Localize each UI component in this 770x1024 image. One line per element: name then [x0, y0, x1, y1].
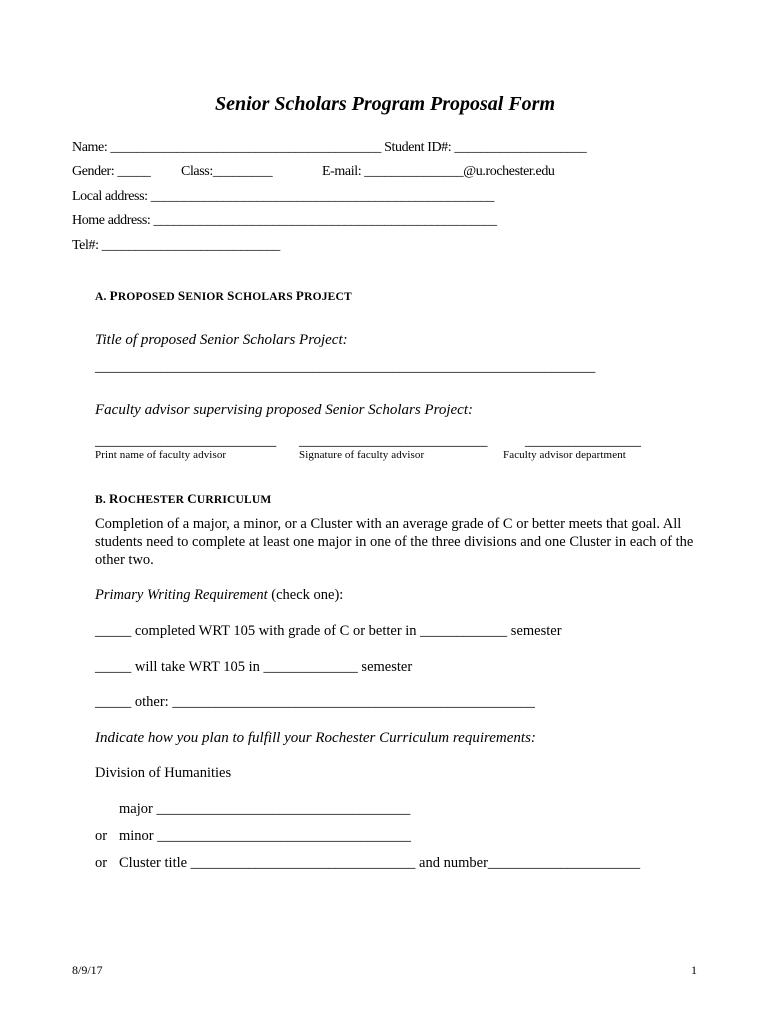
heading-capital: S — [227, 288, 235, 303]
telephone-field[interactable]: Tel#: ___________________________ — [72, 238, 280, 253]
section-a-heading — [95, 288, 352, 304]
division-humanities-label: Division of Humanities — [95, 765, 232, 781]
heading-smallcaps: ENIOR — [185, 291, 228, 303]
local-address-field[interactable]: Local address: ____________________________________________________ — [72, 189, 494, 204]
heading-smallcaps: CHOLARS — [234, 291, 296, 303]
writing-requirement-prompt — [95, 587, 343, 604]
advisor-department-label: Faculty advisor department — [503, 449, 626, 461]
section-a-letter: A. — [95, 291, 107, 303]
curriculum-plan-prompt: Indicate how you plan to fulfill your Rochester Curriculum requirements: — [95, 730, 536, 746]
advisor-department-line[interactable]: ________________ — [525, 433, 641, 449]
project-title-line[interactable]: _____________________________________________________________________ — [95, 359, 596, 375]
cluster-field[interactable]: Cluster title _______________________________ and number_____________________ — [119, 855, 641, 871]
heading-smallcaps: URRICULUM — [196, 494, 272, 506]
heading-smallcaps: ROJECT — [304, 291, 352, 303]
email-field[interactable]: E-mail: _______________@u.rochester.edu — [322, 164, 555, 179]
form-title: Senior Scholars Program Proposal Form — [214, 93, 556, 115]
heading-capital: P — [295, 288, 305, 303]
name-and-student-id-line[interactable]: Name: _________________________________________ Student ID#: ____________________ — [72, 140, 587, 155]
cluster-or-label: or — [95, 855, 108, 871]
advisor-signature-label: Signature of faculty advisor — [299, 449, 425, 461]
heading-capital: P — [109, 288, 118, 303]
footer-page-number: 1 — [691, 963, 697, 977]
writing-option-completed[interactable]: _____ completed WRT 105 with grade of C or better in ____________ semester — [95, 623, 562, 639]
writing-option-other[interactable]: _____ other: __________________________________________________ — [95, 694, 535, 710]
project-title-prompt: Title of proposed Senior Scholars Project: — [95, 332, 348, 348]
home-address-field[interactable]: Home address: ____________________________________________________ — [72, 213, 497, 228]
advisor-signature-line[interactable]: __________________________ — [299, 433, 488, 449]
major-field[interactable]: major ___________________________________ — [119, 801, 411, 817]
heading-capital: R — [109, 491, 119, 506]
writing-requirement-note: (check one): — [267, 587, 344, 603]
advisor-name-line[interactable]: _________________________ — [95, 433, 277, 449]
writing-requirement-label: Primary Writing Requirement — [95, 587, 268, 603]
heading-capital: C — [187, 491, 197, 506]
heading-capital: S — [177, 288, 186, 303]
class-field[interactable]: Class:_________ — [181, 164, 273, 179]
minor-field[interactable]: minor ___________________________________ — [119, 828, 412, 844]
section-b-heading — [95, 491, 271, 507]
heading-smallcaps: ROPOSED — [117, 291, 178, 303]
footer-date: 8/9/17 — [72, 963, 103, 977]
advisor-prompt: Faculty advisor supervising proposed Senior Scholars Project: — [95, 402, 474, 418]
minor-or-label: or — [95, 828, 108, 844]
advisor-name-label: Print name of faculty advisor — [95, 449, 227, 461]
heading-smallcaps: OCHESTER — [118, 494, 188, 506]
section-b-letter: B. — [95, 494, 106, 506]
writing-option-will-take[interactable]: _____ will take WRT 105 in _____________ semester — [95, 659, 413, 675]
gender-field[interactable]: Gender: _____ — [72, 164, 151, 179]
curriculum-paragraph: Completion of a major, a minor, or a Cluster with an average grade of C or better meets that goal. All students need to complete at least one major in one of the three divisions and one Cluster in each of the other two. — [95, 516, 694, 568]
